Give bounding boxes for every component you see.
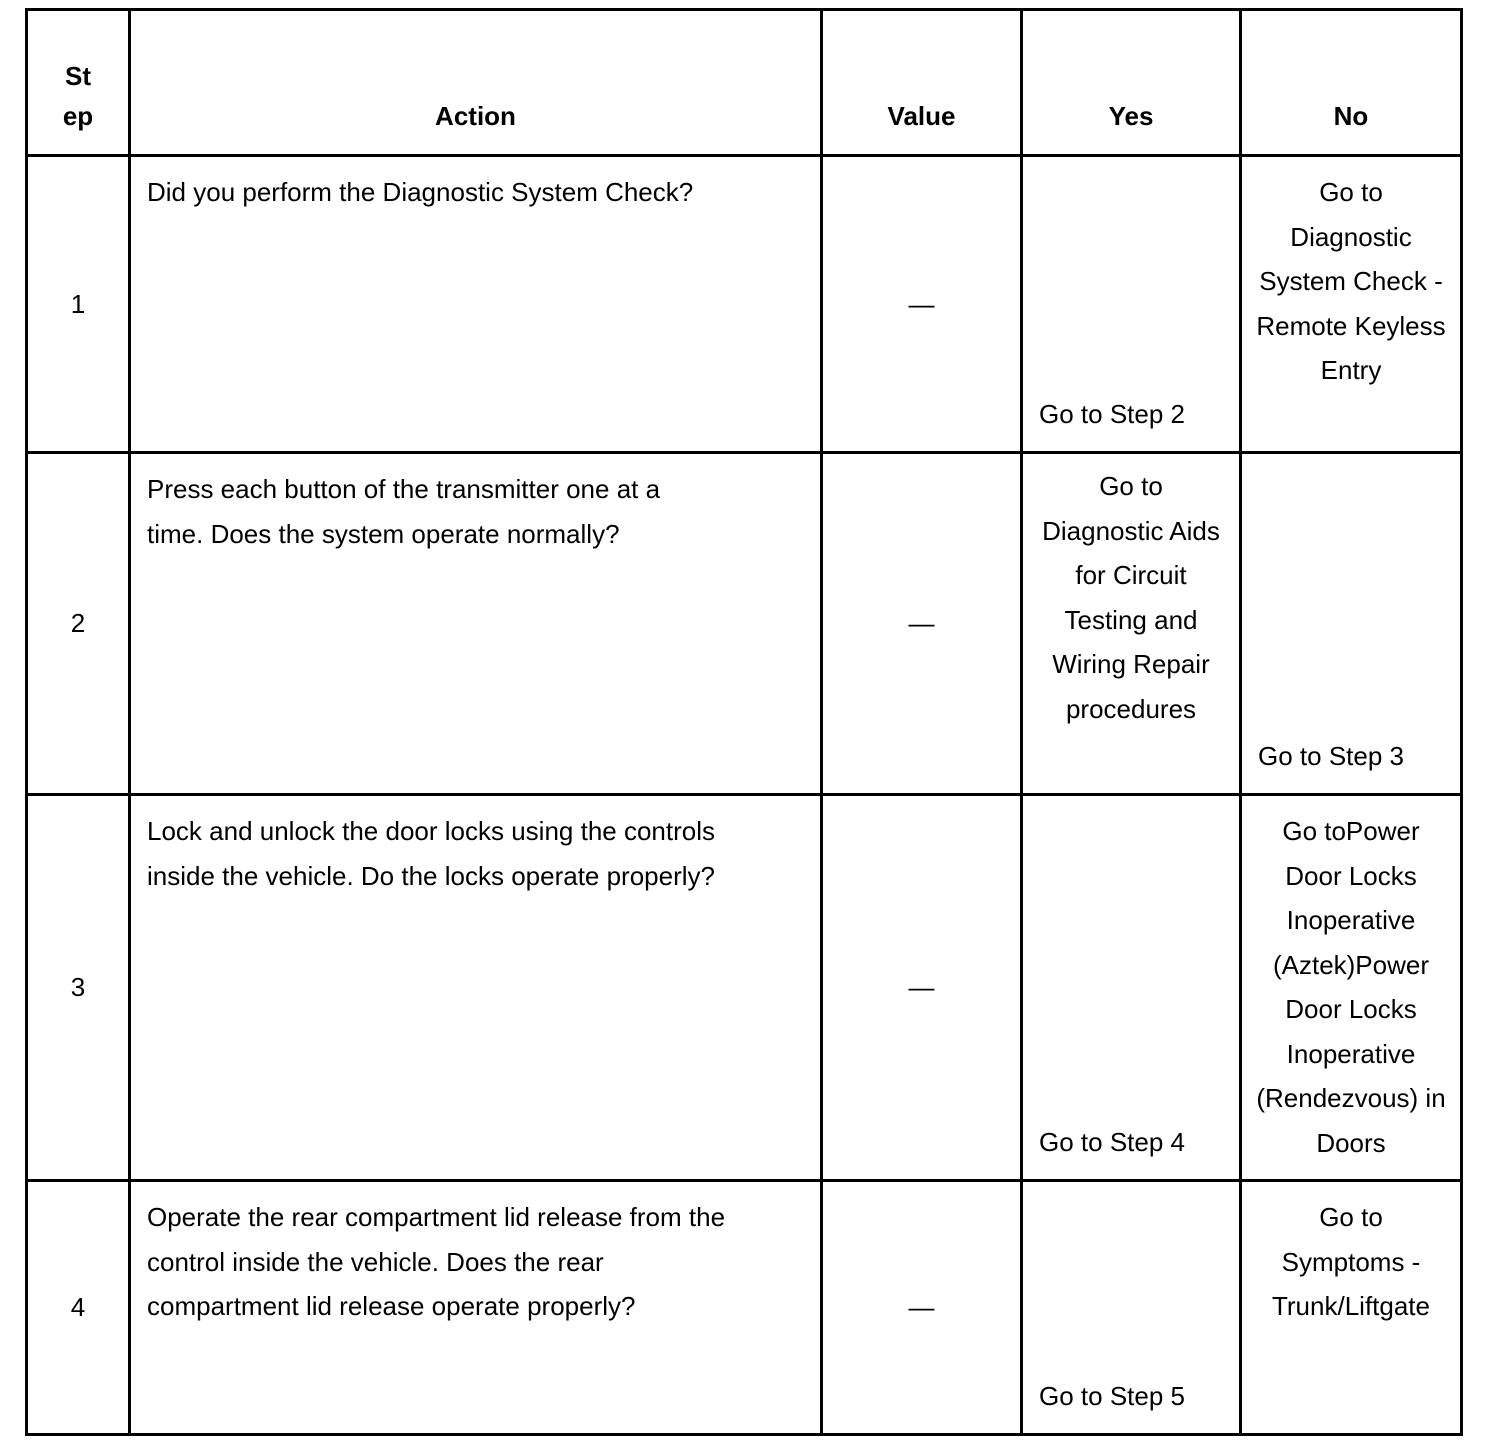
header-yes: Yes xyxy=(1022,10,1241,156)
action-cell: Press each button of the transmitter one at a time. Does the system operate normally? xyxy=(130,453,822,795)
action-cell: Operate the rear compartment lid release from the control inside the vehicle. Does the rear compartment lid release operate properly? xyxy=(130,1181,822,1435)
no-cell: Go toPower Door Locks Inoperative (Aztek)Power Door Locks Inoperative (Rendezvous) in Doors xyxy=(1241,795,1462,1181)
table-row xyxy=(27,1181,1462,1435)
table-row xyxy=(27,156,1462,453)
header-row xyxy=(27,10,1462,156)
step-number: 2 xyxy=(27,453,130,795)
value-cell: — xyxy=(822,156,1022,453)
no-cell: Go to Diagnostic System Check - Remote Keyless Entry xyxy=(1241,156,1462,453)
header-value: Value xyxy=(822,10,1022,156)
table-row xyxy=(27,453,1462,795)
action-cell: Did you perform the Diagnostic System Check? xyxy=(130,156,822,453)
no-cell: Go to Step 3 xyxy=(1241,453,1462,795)
no-cell: Go to Symptoms - Trunk/Liftgate xyxy=(1241,1181,1462,1435)
step-number: 4 xyxy=(27,1181,130,1435)
value-cell: — xyxy=(822,453,1022,795)
table-row xyxy=(27,795,1462,1181)
yes-cell: Go to Step 2 xyxy=(1022,156,1241,453)
diagnostic-table xyxy=(25,8,1463,1436)
action-cell: Lock and unlock the door locks using the controls inside the vehicle. Do the locks operate properly? xyxy=(130,795,822,1181)
header-action: Action xyxy=(130,10,822,156)
value-cell: — xyxy=(822,795,1022,1181)
header-step: St ep xyxy=(27,10,130,156)
yes-cell: Go to Step 5 xyxy=(1022,1181,1241,1435)
step-number: 3 xyxy=(27,795,130,1181)
header-no: No xyxy=(1241,10,1462,156)
yes-cell: Go to Diagnostic Aids for Circuit Testing and Wiring Repair procedures xyxy=(1022,453,1241,795)
value-cell: — xyxy=(822,1181,1022,1435)
yes-cell: Go to Step 4 xyxy=(1022,795,1241,1181)
step-number: 1 xyxy=(27,156,130,453)
